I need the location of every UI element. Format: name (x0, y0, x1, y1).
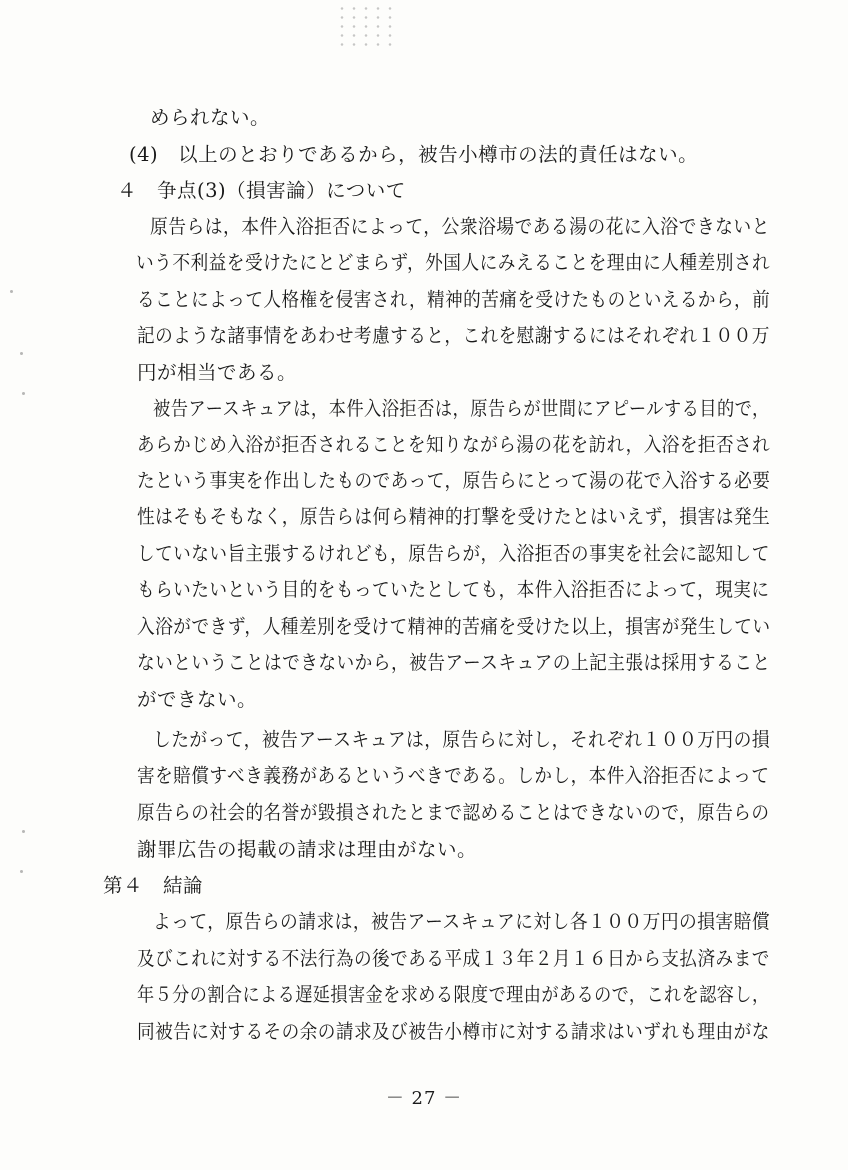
text-line: 被告アースキュアは，本件入浴拒否は，原告らが世間にアピールする目的で， (153, 397, 770, 420)
scan-dot (22, 830, 25, 833)
text-line: 同被告に対するその余の請求及び被告小樽市に対する請求はいずれも理由がな (137, 1020, 770, 1043)
text-line: められない。 (150, 106, 271, 129)
text-line: 入浴ができず，人種差別を受けて精神的苦痛を受けた以上，損害が発生してい (137, 615, 771, 638)
text-line: たという事実を作出したものであって，原告らにとって湯の花で入浴する必要 (137, 469, 771, 492)
text-line: ることによって人格権を侵害され，精神的苦痛を受けたものといえるから，前 (137, 288, 771, 311)
section-heading: 第４ 結論 (103, 874, 204, 897)
text-line: 記のような諸事情をあわせ考慮すると，これを慰謝するにはそれぞれ１００万 (137, 324, 770, 347)
text-line: 円が相当である。 (137, 361, 298, 384)
page-number: － 27 － (385, 1088, 463, 1109)
text-line: よって，原告らの請求は，被告アースキュアに対し各１００万円の損害賠償 (153, 910, 771, 933)
text-line: 及びこれに対する不法行為の後である平成１３年２月１６日から支払済みまで (137, 947, 770, 970)
text-line: いう不利益を受けたにとどまらず，外国人にみえることを理由に人種差別され (136, 251, 771, 274)
text-line: あらかじめ入浴が拒否されることを知りながら湯の花を訪れ，入浴を拒否され (137, 433, 771, 456)
text-line: 年５分の割合による遅延損害金を求める限度で理由があるので，これを認容し， (137, 983, 770, 1006)
scan-dot (20, 352, 23, 355)
scan-specks (336, 4, 396, 48)
text-line: 性はそもそもなく，原告らは何ら精神的打撃を受けたとはいえず，損害は発生 (137, 505, 771, 528)
text-line: 謝罪広告の掲載の請求は理由がない。 (137, 838, 478, 861)
text-line: 原告らは，本件入浴拒否によって，公衆浴場である湯の花に入浴できないと (150, 215, 770, 238)
text-line: 害を賠償すべき義務があるというべきである。しかし，本件入浴拒否によって (137, 764, 770, 787)
scan-dot (20, 870, 23, 873)
text-line: ないということはできないから，被告アースキュアの上記主張は採用すること (137, 651, 771, 674)
section-heading: ４ 争点(3)（損害論）について (117, 179, 406, 202)
scan-dot (22, 392, 25, 395)
scan-dot (10, 290, 13, 293)
text-line: したがって，被告アースキュアは，原告らに対し，それぞれ１００万円の損 (153, 728, 771, 751)
text-line: 原告らの社会的名誉が毀損されたとまで認めることはできないので，原告らの (137, 801, 770, 824)
text-line: していない旨主張するけれども，原告らが，入浴拒否の事実を社会に認知して (137, 542, 770, 565)
text-line: もらいたいという目的をもっていたとしても，本件入浴拒否によって，現実に (137, 578, 770, 601)
text-line: (4) 以上のとおりであるから，被告小樽市の法的責任はない。 (129, 143, 699, 166)
text-line: ができない。 (137, 688, 258, 711)
